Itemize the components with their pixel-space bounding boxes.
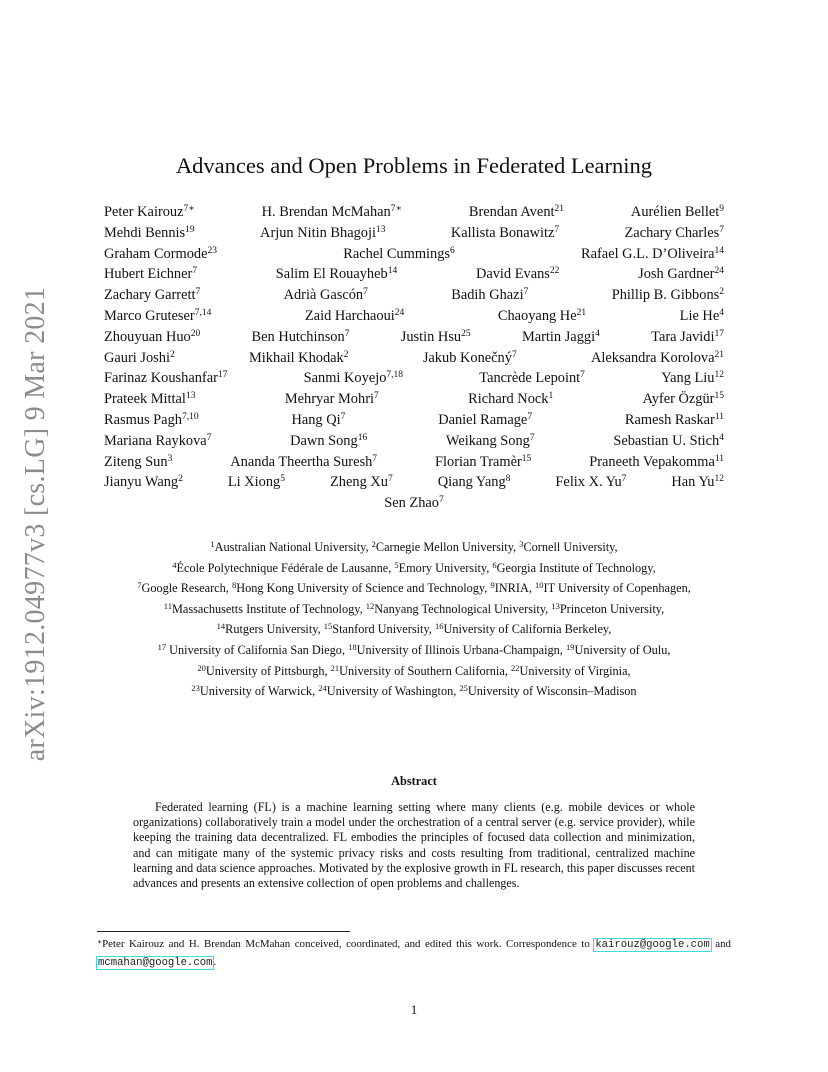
author-name: Ayfer Özgür [642, 391, 715, 408]
author-name: Aleksandra Korolova [591, 349, 715, 366]
affiliation-number: 17 [157, 641, 167, 652]
author-affiliation-marker: 7 [529, 432, 535, 443]
affiliation-number: 22 [510, 662, 520, 673]
author-name: Marco Gruteser [104, 307, 195, 324]
author [423, 348, 517, 369]
affiliation-name: Carnegie Mellon University, [375, 540, 520, 554]
author [468, 389, 553, 410]
affiliation-line [80, 619, 748, 640]
affiliation-number: 9 [490, 580, 495, 591]
author [305, 306, 404, 327]
author-name: Sanmi Koyejo [303, 370, 387, 387]
author-name: Gauri Joshi [104, 349, 170, 366]
author-affiliation-marker: 7 [511, 349, 517, 360]
page-number: 1 [410, 1002, 418, 1017]
affiliation-number: 12 [365, 600, 375, 611]
author-affiliation-marker: 4 [595, 328, 600, 339]
author [451, 223, 559, 244]
author-affiliation-marker: 7,10 [181, 411, 199, 422]
affiliation-number: 4 [172, 559, 177, 570]
author-affiliation-marker: 19 [185, 224, 195, 235]
author [638, 264, 724, 285]
author-name: Qiang Yang [437, 474, 506, 491]
author-affiliation-marker: 23 [207, 245, 218, 256]
author-name: Kallista Bonawitz [450, 224, 555, 241]
author-name: Graham Cormode [104, 245, 208, 262]
author-affiliation-marker: 7 [554, 224, 560, 235]
arxiv-identifier: arXiv:1912.04977v3 [cs.LG] 9 Mar 2021 [20, 286, 51, 762]
footnote-marker: ∗ [97, 937, 103, 946]
author-affiliation-marker: 4 [719, 307, 724, 318]
author-name: Zachary Garrett [104, 287, 196, 304]
affiliation [551, 602, 664, 616]
affiliation [217, 622, 324, 636]
author [104, 348, 175, 369]
author-affiliation-marker: 7 [363, 287, 368, 298]
author-affiliation-marker: 24 [714, 266, 724, 277]
affiliation [394, 561, 492, 575]
affiliation-number: 7 [137, 580, 142, 591]
affiliation-number: 18 [348, 641, 357, 652]
author-name: H. Brendan McMahan [261, 204, 391, 220]
author-affiliation-marker: 20 [190, 328, 201, 339]
author [249, 348, 348, 369]
affiliation-name: Stanford University, [332, 622, 435, 637]
footnote-conjunction: and [710, 938, 732, 950]
affiliation-line [80, 558, 748, 579]
affiliation-line [80, 681, 748, 702]
author-name: Richard Nock [468, 391, 549, 408]
author-name: Lie He [679, 307, 720, 324]
author-name: Chaoyang He [497, 307, 577, 324]
author-affiliation-marker: 25 [461, 328, 471, 339]
affiliation [492, 561, 655, 575]
author-name: Salim El Rouayheb [275, 266, 388, 283]
author [285, 389, 379, 410]
author [476, 264, 559, 285]
footnote-text: Peter Kairouz and H. Brendan McMahan conceived, coordinated, and edited this work. Correspondence to [102, 938, 595, 950]
author-name: Arjun Nitin Bhagoji [260, 224, 376, 241]
author-name: Josh Gardner [638, 266, 715, 283]
author-row [104, 472, 724, 493]
author [589, 452, 724, 473]
author-affiliation-marker: 2 [719, 287, 724, 298]
author-row [104, 306, 724, 327]
author-name: Jianyu Wang [104, 474, 179, 491]
author-affiliation-marker: 13 [375, 224, 386, 235]
author [104, 223, 195, 244]
author-name: Ziteng Sun [104, 453, 168, 470]
author [104, 452, 172, 473]
author-name: Yang Liu [661, 370, 715, 387]
author [555, 472, 626, 493]
author-affiliation-marker: 9 [719, 204, 724, 214]
affiliation-number: 20 [197, 662, 206, 673]
affiliation [318, 684, 459, 698]
affiliation-number: 5 [394, 559, 399, 570]
affiliation-number: 19 [565, 641, 575, 652]
affiliation-number: 8 [231, 580, 237, 591]
footnote-rule [97, 931, 350, 932]
author-affiliation-marker: 14 [714, 245, 724, 256]
author-name: Phillip B. Gibbons [611, 287, 720, 304]
author-affiliation-marker: 11 [714, 411, 724, 422]
affiliation-line [80, 537, 748, 558]
affiliation-name: Cornell University, [523, 540, 618, 554]
affiliation [232, 581, 491, 595]
author-affiliation-marker: 7 [344, 328, 350, 339]
affiliation-number: 15 [323, 621, 333, 632]
affiliation-name: University of Washington, [326, 684, 460, 699]
author [401, 327, 471, 348]
affiliation-name: University of California San Diego, [166, 642, 349, 657]
author-affiliation-marker: 3 [167, 453, 173, 464]
author-name: Li Xiong [227, 474, 281, 491]
author [643, 389, 724, 410]
author-name: Aurélien Bellet [630, 204, 720, 220]
author [276, 264, 397, 285]
author-affiliation-marker: 7 [621, 474, 627, 485]
author [104, 410, 199, 431]
affiliation-line [80, 661, 748, 682]
author [262, 202, 402, 223]
affiliation [331, 664, 511, 678]
author [252, 327, 350, 348]
author-name: Weikang Song [445, 432, 530, 449]
author-list [104, 202, 724, 514]
affiliation-name: Massachusetts Institute of Technology, [171, 601, 366, 616]
author [671, 472, 724, 493]
email-link-mcmahan[interactable]: mcmahan@google.com [98, 957, 213, 969]
author-name: Zaid Harchaoui [304, 307, 395, 324]
affiliation-line [80, 578, 748, 599]
abstract-heading: Abstract [391, 774, 437, 788]
affiliation [459, 684, 636, 698]
affiliation [348, 643, 566, 657]
affiliation-name: University of Warwick, [199, 684, 319, 699]
author-name: Ramesh Raskar [624, 411, 715, 428]
author-name: Ananda Theertha Suresh [230, 453, 373, 470]
author [625, 223, 724, 244]
affiliation-name: University of Wisconsin–Madison [467, 684, 637, 699]
affiliation-number: 3 [519, 539, 524, 549]
author-name: Dawn Song [290, 432, 358, 449]
author [438, 472, 511, 493]
affiliation [366, 602, 552, 616]
author-name: Rachel Cummings [343, 245, 451, 262]
author-name: Brendan Avent [468, 204, 555, 220]
author-affiliation-marker: 15 [714, 391, 724, 402]
author-name: Zhouyuan Huo [104, 328, 191, 345]
author-row [104, 223, 724, 244]
author-name: Rasmus Pagh [104, 411, 182, 428]
author [304, 368, 403, 389]
affiliation-name: University of Illinois Urbana-Champaign, [356, 642, 566, 657]
affiliation-number: 13 [551, 600, 560, 611]
affiliation-number: 23 [191, 683, 200, 694]
author [330, 472, 393, 493]
affiliation-name: Rutgers University, [225, 622, 324, 637]
affiliation [519, 540, 617, 554]
affiliation-number: 24 [318, 683, 327, 694]
author-affiliation-marker: 1 [548, 391, 554, 402]
author-name: Prateek Mittal [104, 391, 186, 408]
author-affiliation-marker: 7 [195, 287, 201, 298]
author-affiliation-marker: 21 [576, 307, 587, 318]
author [104, 202, 195, 223]
author [104, 306, 211, 327]
email-link-kairouz[interactable]: kairouz@google.com [595, 939, 710, 951]
author-affiliation-marker: 22 [549, 266, 560, 277]
author-row [104, 202, 724, 223]
affiliation [372, 540, 520, 554]
author-name: Florian Tramèr [435, 453, 522, 470]
affiliation-name: University of Pittsburgh, [205, 663, 331, 678]
author-affiliation-marker: 14 [387, 266, 398, 277]
author-name: Daniel Ramage [438, 411, 528, 428]
affiliation [210, 540, 371, 554]
affiliation-name: University of Oulu, [574, 642, 671, 657]
affiliation [511, 664, 631, 678]
author-affiliation-marker: 11 [714, 453, 724, 464]
author-affiliation-marker: 7 [192, 266, 198, 277]
author [104, 244, 217, 265]
author-name: Hubert Eichner [104, 266, 193, 283]
author-name: Hang Qi [291, 411, 341, 428]
affiliation-name: École Polytechnique Fédérale de Lausanne, [176, 560, 395, 575]
author [613, 431, 724, 452]
author-row [104, 327, 724, 348]
author-affiliation-marker: 7 [523, 287, 529, 298]
affiliation-name: University of Southern California, [339, 663, 511, 678]
author [625, 410, 724, 431]
author-affiliation-marker: 7 [206, 432, 212, 443]
author-affiliation-marker: 17 [714, 328, 724, 339]
footnote [97, 936, 731, 972]
author-name: David Evans [475, 266, 550, 283]
affiliation [191, 684, 318, 698]
author [446, 431, 535, 452]
author-name: Zachary Charles [624, 224, 720, 241]
author-affiliation-marker: 7 [372, 453, 378, 464]
affiliation-number: 25 [459, 683, 468, 694]
author-affiliation-marker: 21 [714, 349, 724, 360]
author-name: Zheng Xu [330, 474, 388, 491]
author-affiliation-marker: 12 [714, 370, 724, 381]
author [435, 452, 531, 473]
affiliation-name: Hong Kong University of Science and Technology, [236, 581, 491, 596]
author-row [104, 264, 724, 285]
author-name: Mikhail Khodak [249, 349, 344, 366]
abstract-text: Federated learning (FL) is a machine learning setting where many clients (e.g. mobile devices or whole organizations) collaboratively train a model under the orchestration of a central server (e.g. service provider), while keeping the training data decentralized. FL embodies the principles of focused data collection and minimization, and can mitigate many of the systemic privacy risks and costs resulting from traditional, centralized machine learning and data science approaches. Motivated by the explosive growth in FL research, this paper discusses recent advances and presents an extensive collection of open problems and challenges. [133, 800, 695, 891]
affiliation-list [80, 537, 748, 702]
author [290, 431, 367, 452]
author [522, 327, 600, 348]
author-name: Badih Ghazi [451, 287, 524, 304]
author [651, 327, 724, 348]
author-affiliation-marker: 7 [580, 370, 585, 381]
author-row [104, 285, 724, 306]
author-affiliation-marker: 7 [527, 411, 533, 422]
affiliation-name: University of Virginia, [519, 663, 631, 678]
affiliation-number: 16 [434, 621, 444, 632]
author [230, 452, 377, 473]
author [104, 472, 183, 493]
affiliation [435, 622, 611, 636]
author-row [104, 452, 724, 473]
author-row [104, 431, 724, 452]
author [291, 410, 345, 431]
affiliation-line [80, 599, 748, 620]
affiliation-name: INRIA, [494, 581, 535, 596]
author [438, 410, 532, 431]
author-name: Farinaz Koushanfar [104, 370, 218, 387]
author-affiliation-marker: 7 [387, 474, 393, 485]
author-affiliation-marker: 2 [343, 349, 349, 360]
author [469, 202, 564, 223]
affiliation-number: 1 [210, 539, 215, 549]
author-affiliation-marker: 2 [178, 474, 183, 485]
author-name: Adrià Gascón [283, 287, 364, 304]
author [104, 327, 200, 348]
author-affiliation-marker: 4 [719, 432, 724, 443]
affiliation-name: Nanyang Technological University, [374, 601, 552, 616]
author [104, 431, 211, 452]
author-affiliation-marker: 7 [373, 391, 379, 402]
author-name: Sen Zhao [384, 495, 439, 512]
author-row [104, 368, 724, 389]
affiliation-name: Australian National University, [214, 540, 372, 554]
author [228, 472, 285, 493]
author [631, 202, 724, 223]
author-affiliation-marker: 16 [357, 432, 368, 443]
author-affiliation-marker: 7 [439, 495, 444, 506]
affiliation-number: 21 [330, 662, 340, 673]
author-affiliation-marker: 5 [280, 474, 285, 485]
author [661, 368, 724, 389]
author-affiliation-marker: 7∗ [390, 204, 402, 214]
author [498, 306, 586, 327]
affiliation [197, 664, 330, 678]
affiliation [566, 643, 670, 657]
author [104, 368, 227, 389]
author-name: Felix X. Yu [555, 474, 622, 491]
author-name: Jakub Konečný [422, 349, 512, 366]
author [451, 285, 528, 306]
author [581, 244, 724, 265]
affiliation-name: University of California Berkeley, [443, 622, 612, 637]
affiliation [164, 602, 366, 616]
author-name: Han Yu [671, 474, 715, 491]
affiliation [535, 581, 691, 595]
author [104, 389, 195, 410]
author-row [104, 410, 724, 431]
author-affiliation-marker: 7,14 [194, 307, 212, 318]
affiliation [158, 643, 349, 657]
author-name: Mehdi Bennis [104, 224, 186, 241]
author-affiliation-marker: 13 [185, 391, 196, 402]
author-affiliation-marker: 7∗ [183, 204, 195, 214]
author-name: Tara Javidi [651, 328, 715, 345]
affiliation-line [80, 640, 748, 661]
author-affiliation-marker: 6 [450, 245, 455, 256]
affiliation-number: 2 [371, 539, 376, 549]
affiliation-number: 10 [535, 580, 544, 591]
affiliation [324, 622, 435, 636]
author [260, 223, 385, 244]
author-name: Mehryar Mohri [284, 391, 374, 408]
author-name: Justin Hsu [400, 328, 462, 345]
affiliation-name: IT University of Copenhagen, [543, 581, 691, 596]
author-affiliation-marker: 24 [394, 307, 405, 318]
author [591, 348, 724, 369]
author-name: Sebastian U. Stich [613, 432, 720, 449]
affiliation-name: Georgia Institute of Technology, [496, 560, 656, 575]
author-row [104, 244, 724, 265]
author-name: Tancrède Lepoint [479, 370, 581, 387]
author-name: Praneeth Vepakomma [589, 453, 715, 470]
author [612, 285, 724, 306]
author-affiliation-marker: 2 [169, 349, 175, 360]
author-name: Peter Kairouz [104, 204, 184, 220]
author-affiliation-marker: 21 [554, 204, 565, 214]
affiliation-name: Google Research, [141, 581, 232, 596]
author-row [104, 389, 724, 410]
author-row [104, 493, 724, 514]
affiliation [137, 581, 232, 595]
footnote-end: . [213, 956, 217, 968]
author-name: Rafael G.L. D’Oliveira [581, 245, 715, 262]
affiliation-name: Princeton University, [559, 601, 665, 616]
affiliation-number: 14 [216, 621, 226, 632]
affiliation-number: 6 [492, 559, 497, 570]
affiliation [172, 561, 394, 575]
author-name: Mariana Raykova [104, 432, 207, 449]
author-affiliation-marker: 7 [340, 411, 346, 422]
author-row [104, 348, 724, 369]
author [384, 493, 444, 514]
affiliation-name: Emory University, [398, 560, 493, 575]
affiliation [490, 581, 535, 595]
author-affiliation-marker: 12 [714, 474, 724, 485]
affiliation-number: 11 [163, 600, 172, 611]
author-affiliation-marker: 7 [719, 224, 724, 235]
author [343, 244, 454, 265]
author-name: Martin Jaggi [521, 328, 596, 345]
author [104, 285, 200, 306]
author [479, 368, 585, 389]
author [104, 264, 197, 285]
author [680, 306, 724, 327]
author-affiliation-marker: 7,18 [386, 370, 404, 381]
author-affiliation-marker: 15 [521, 453, 532, 464]
author-affiliation-marker: 17 [217, 370, 228, 381]
paper-title: Advances and Open Problems in Federated Learning [175, 153, 653, 178]
author-affiliation-marker: 8 [505, 474, 511, 485]
author [284, 285, 368, 306]
author-name: Ben Hutchinson [251, 328, 345, 345]
